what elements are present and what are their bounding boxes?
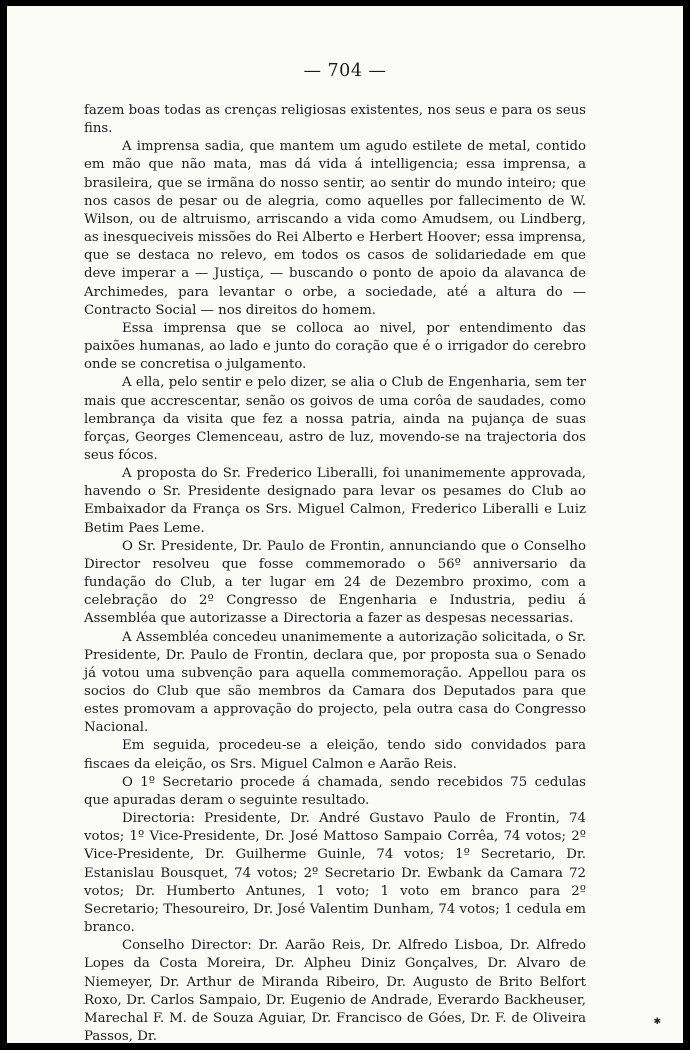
body-text <box>84 102 586 1043</box>
page-number: — 704 — <box>303 61 387 81</box>
paragraph-assemblea: A Assembléa concedeu unanimemente a autorização solicitada, o Sr. Presidente, Dr. Paulo de Frontin, declara que, por proposta sua o Senado já votou uma subvenção para aquella commemoração. Appellou para os socios do Club que são membros da Camara dos Deputados para que estes promovam a approvação do projecto, pela outra casa do Congresso Nacional. <box>84 629 586 736</box>
paragraph-directoria: Directoria: Presidente, Dr. André Gustavo Paulo de Frontin, 74 votos; 1º Vice-Presidente, Dr. José Mattoso Sampaio Corrêa, 74 votos; 2º Vice-Presidente, Dr. Guilherme Guinle, 74 votos; 1º Secretario, Dr. Estanislau Bousquet, 74 votos; 2º Secretario Dr. Ewbank da Camara 72 votos; Dr. Humberto Antunes, 1 voto; 1 voto em branco para 2º Secretario; Thesoureiro, Dr. José Valentim Dunham, 74 votos; 1 cedula em branco. <box>84 811 586 936</box>
paragraph-chamada: O 1º Secretario procede á chamada, sendo recebidos 75 cedulas que apuradas deram o seguinte resultado. <box>84 774 586 808</box>
document-page <box>7 6 683 1043</box>
corner-mark: ✱ <box>653 1017 661 1027</box>
paragraph-proposta-liberalli: A proposta do Sr. Frederico Liberalli, foi unanimemente approvada, havendo o Sr. Presidente designado para levar os pesames do Club ao Embaixador da França os Srs. Miguel Calmon, Frederico Liberalli e Luiz Betim Paes Leme. <box>84 466 586 536</box>
paragraph-imprensa-sadia: A imprensa sadia, que mantem um agudo estilete de metal, contido em mão que não mata, mas dá vida á intelligencia; essa imprensa, a brasileira, que se irmãna do nosso sentir, ao sentir do mundo inteiro; que nos casos de pesar ou de alegria, como aquelles por fallecimento de W. Wilson, ou de altruismo, arriscando a vida como Amudsem, ou Lindberg, as inesqueciveis missões do Rei Alberto e Herbert Hoover; essa imprensa, que se destaca no relevo, em todos os casos de solidariedade em que deve imperar a — Justiça, — buscando o ponto de apoio da alavanca de Archimedes, para levantar o orbe, a sociedade, até a altura do — Contracto Social — nos direitos do homem. <box>84 139 586 318</box>
paragraph-anniversario: O Sr. Presidente, Dr. Paulo de Frontin, annunciando que o Conselho Director resolveu que fosse commemorado o 56º anniversario da fundação do Club, a ter lugar em 24 de Dezembro proximo, com a celebração do 2º Congresso de Engenharia e Industria, pediu á Assembléa que autorizasse a Directoria a fazer as despesas necessarias. <box>84 538 586 627</box>
paragraph-conselho-director: Conselho Director: Dr. Aarão Reis, Dr. Alfredo Lisboa, Dr. Alfredo Lopes da Costa Moreira, Dr. Alpheu Diniz Gonçalves, Dr. Alvaro de Niemeyer, Dr. Arthur de Miranda Ribeiro, Dr. Augusto de Brito Belfort Roxo, Dr. Carlos Sampaio, Dr. Eugenio de Andrade, Everardo Backheuser, Marechal F. M. de Souza Aguiar, Dr. Francisco de Góes, Dr. F. de Oliveira Passos, Dr. <box>84 938 586 1043</box>
paragraph-continuation: fazem boas todas as crenças religiosas existentes, nos seus e para os seus fins. <box>84 103 586 137</box>
paragraph-eleicao: Em seguida, procedeu-se a eleição, tendo sido convidados para fiscaes da eleição, os Srs. Miguel Calmon e Aarão Reis. <box>84 738 586 772</box>
paragraph-essa-imprensa: Essa imprensa que se colloca ao nivel, por entendimento das paixões humanas, ao lado e junto do coração que é o irrigador do cerebro onde se concretisa o julgamento. <box>84 320 586 373</box>
paragraph-clemenceau: A ella, pelo sentir e pelo dizer, se alia o Club de Engenharia, sem ter mais que accrescentar, senão os goivos de uma corôa de saudades, como lembrança da visita que fez a nossa patria, ainda na pujança de suas forças, Georges Clemenceau, astro de luz, movendo-se na trajectoria dos seus fócos. <box>84 375 586 463</box>
